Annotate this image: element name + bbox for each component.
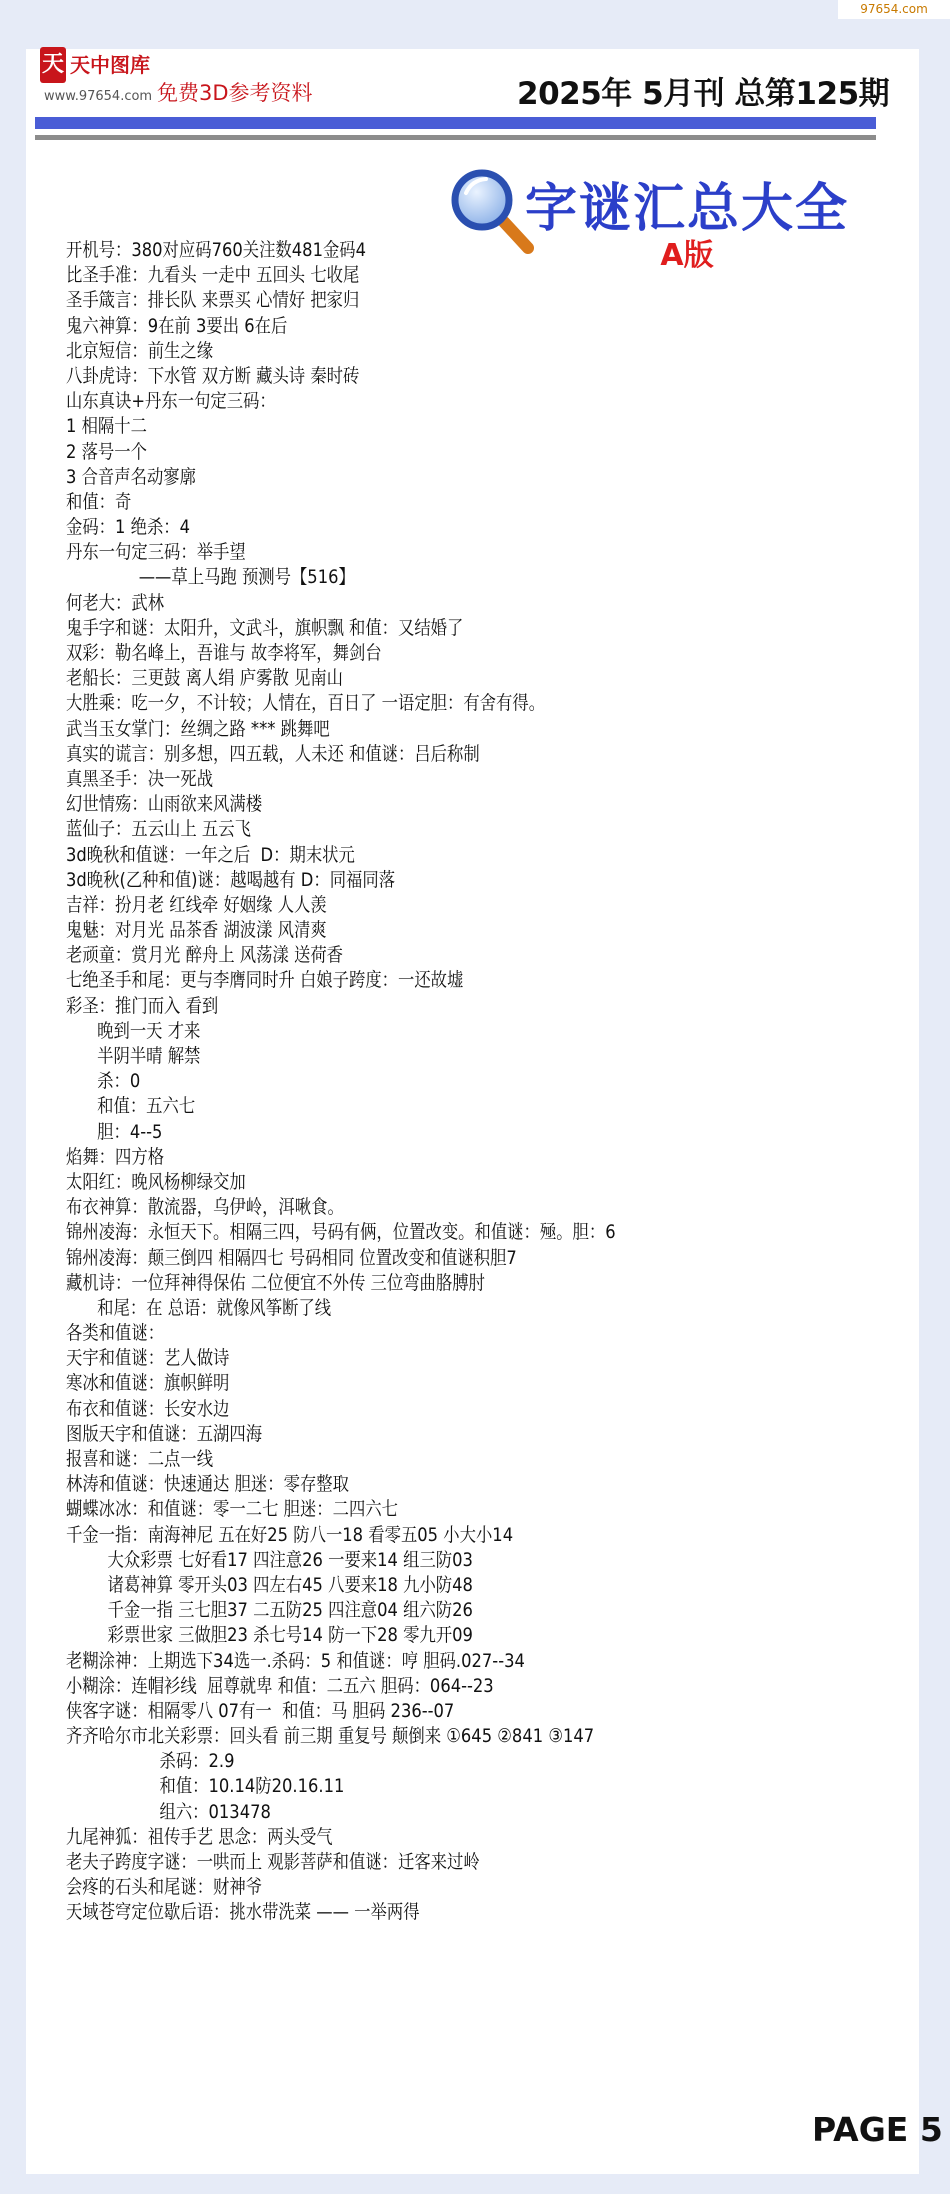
riddle-line: 锦州凌海：永恒天下。相隔三四，号码有俩，位置改变。和值谜：殛。胆：6 (66, 1221, 616, 1244)
riddle-line: 幻世情殇：山雨欲来风满楼 (66, 793, 263, 816)
riddle-line: 3 合音声名动寥廓 (66, 465, 196, 488)
riddle-line: 千金一指 三七胆37 二五防25 四注意04 组六防26 (66, 1599, 473, 1622)
riddle-line: 天宇和值谜：艺人做诗 (66, 1347, 230, 1370)
riddle-line: 大众彩票 七好看17 四注意26 一要来14 组三防03 (66, 1548, 473, 1571)
riddle-line: 会疼的石头和尾谜：财神爷 (66, 1876, 263, 1899)
riddle-line: 开机号：380对应码760关注数481金码4 (66, 239, 367, 261)
riddle-line: 老顽童：赏月光 醉舟上 风荡漾 送荷香 (66, 944, 344, 967)
riddle-line: 鬼手字和谜：太阳升，文武斗，旗帜飘 和值：又结婚了 (66, 616, 464, 639)
issue-label: 2025年 5月刊 总第125期 (517, 76, 890, 112)
riddle-line: 和值：10.14防20.16.11 (66, 1775, 345, 1798)
riddle-line: 晚到一天 才来 (66, 1019, 201, 1042)
riddle-line: 真黑圣手：决一死战 (66, 767, 214, 790)
riddle-line: 彩圣：推门而入 看到 (66, 994, 219, 1017)
riddle-line: 1 相隔十二 (66, 415, 147, 438)
riddle-line: 大胜乘：吃一夕，不计较；人情在，百日了 一语定胆：有舍有得。 (66, 692, 546, 715)
riddle-line: 藏机诗：一位拜神得保佑 二位便宜不外传 三位弯曲胳膊肘 (66, 1271, 485, 1294)
riddle-line: 图版天宇和值谜：五湖四海 (66, 1422, 263, 1445)
riddle-line: 布衣和值谜：长安水边 (66, 1397, 230, 1420)
riddle-line: 太阳红：晚风杨柳绿交加 (66, 1170, 246, 1193)
riddle-line: 杀：0 (66, 1070, 141, 1093)
riddle-line: 圣手箴言：排长队 来票买 心情好 把家归 (66, 289, 360, 312)
logo-name: 天中图库 (70, 53, 150, 77)
riddle-line: 九尾神狐：祖传手艺 思念：两头受气 (66, 1825, 333, 1848)
logo-url: www.97654.com (44, 89, 153, 104)
riddle-line: 诸葛神算 零开头03 四左右45 八要来18 九小防48 (66, 1573, 473, 1596)
page-number: PAGE 5 (812, 2110, 943, 2149)
riddle-line: 林涛和值谜：快速通达 胆迷：零存整取 (66, 1473, 349, 1496)
tagline: 免费3D参考资料 (157, 81, 313, 105)
riddle-line: 八卦虎诗：下水管 双方断 藏头诗 秦时砖 (66, 364, 360, 387)
riddle-line: 各类和值谜： (66, 1322, 165, 1345)
riddle-line: 齐齐哈尔市北关彩票：回头看 前三期 重复号 颠倒来 ①645 ②841 ③147 (66, 1725, 595, 1748)
riddle-line: 鬼魅：对月光 品茶香 湖波漾 风清爽 (66, 919, 327, 942)
riddle-line: 老船长：三更鼓 离人绢 庐雾散 见南山 (66, 667, 344, 690)
header-rule-gray (35, 135, 876, 140)
riddle-line: 比圣手准：九看头 一走中 五回头 七收尾 (66, 264, 360, 287)
riddle-line: 山东真诀+丹东一句定三码： (66, 390, 276, 413)
riddle-line: 七绝圣手和尾：更与李膺同时升 白娘子跨度：一还故墟 (66, 969, 464, 992)
riddle-line: 小糊涂：连帽衫线 屈尊就卑 和值：二五六 胆码：064--23 (66, 1674, 494, 1697)
riddle-line: 蝴蝶冰冰：和值谜：零一二七 胆迷：二四六七 (66, 1498, 399, 1521)
riddle-line: 杀码：2.9 (66, 1750, 235, 1773)
riddle-line: 侠客字谜：相隔零八 07有一 和值：马 胆码 236--07 (66, 1699, 455, 1722)
riddle-line: 天域苍穹定位歇后语：挑水带洗菜 —— 一举两得 (66, 1901, 420, 1924)
riddle-line: 千金一指：南海神尼 五在好25 防八一18 看零五05 小大小14 (66, 1523, 514, 1546)
riddle-line: 蓝仙子：五云山上 五云飞 (66, 818, 251, 841)
riddle-line: 3d晚秋和值谜：一年之后 D：期末状元 (66, 843, 355, 866)
page-title: 字谜汇总大全 (524, 179, 849, 239)
riddle-line: 和尾：在 总语：就像风筝断了线 (66, 1296, 332, 1319)
riddle-line: 北京短信：前生之缘 (66, 339, 214, 362)
riddle-list (66, 238, 886, 1926)
edition-label: A版 (660, 238, 714, 273)
riddle-line: 丹东一句定三码：举手望 (66, 541, 246, 564)
riddle-line: 胆：4--5 (66, 1120, 163, 1143)
riddle-line: 双彩：勒名峰上，吾谁与 故李将军，舞剑台 (66, 642, 382, 664)
riddle-line: 和值：五六七 (66, 1095, 196, 1118)
riddle-line: 彩票世家 三做胆23 杀七号14 防一下28 零九开09 (66, 1624, 473, 1647)
riddle-line: 组六：013478 (66, 1800, 271, 1823)
riddle-line: ——草上马跑 预测号【516】 (66, 566, 355, 589)
riddle-line: 吉祥：扮月老 红线牵 好姻缘 人人羡 (66, 893, 327, 916)
riddle-line: 布衣神算：散流器，乌伊岭，洱啾食。 (66, 1196, 344, 1219)
riddle-line: 鬼六神算：9在前 3要出 6在后 (66, 314, 288, 337)
riddle-line: 寒冰和值谜：旗帜鲜明 (66, 1372, 230, 1395)
riddle-line: 武当玉女掌门：丝绸之路 *** 跳舞吧 (66, 717, 330, 740)
riddle-line: 真实的谎言：别多想，四五载，人未还 和值谜：吕后称制 (66, 742, 480, 765)
riddle-line: 3d晚秋(乙种和值)谜：越喝越有 D：同福同落 (66, 868, 396, 891)
site-watermark: 97654.com (838, 0, 950, 19)
header-rule-blue (35, 117, 876, 129)
riddle-line: 报喜和谜：二点一线 (66, 1448, 214, 1470)
riddle-line: 老糊涂神：上期选下34选一.杀码：5 和值谜：哼 胆码.027--34 (66, 1649, 525, 1672)
riddle-line: 何老大：武林 (66, 591, 165, 614)
riddle-line: 焰舞：四方格 (66, 1145, 165, 1168)
riddle-line: 2 落号一个 (66, 440, 147, 463)
riddle-line: 半阴半晴 解禁 (66, 1045, 201, 1067)
riddle-line: 老夫子跨度字谜：一哄而上 观影菩萨和值谜：迁客来过岭 (66, 1851, 480, 1873)
riddle-line: 和值：奇 (66, 490, 132, 513)
logo-mark: 天 (40, 47, 66, 83)
riddle-line: 金码：1 绝杀：4 (66, 516, 191, 539)
riddle-line: 锦州凌海：颠三倒四 相隔四七 号码相同 位置改变和值谜积胆7 (66, 1246, 517, 1269)
